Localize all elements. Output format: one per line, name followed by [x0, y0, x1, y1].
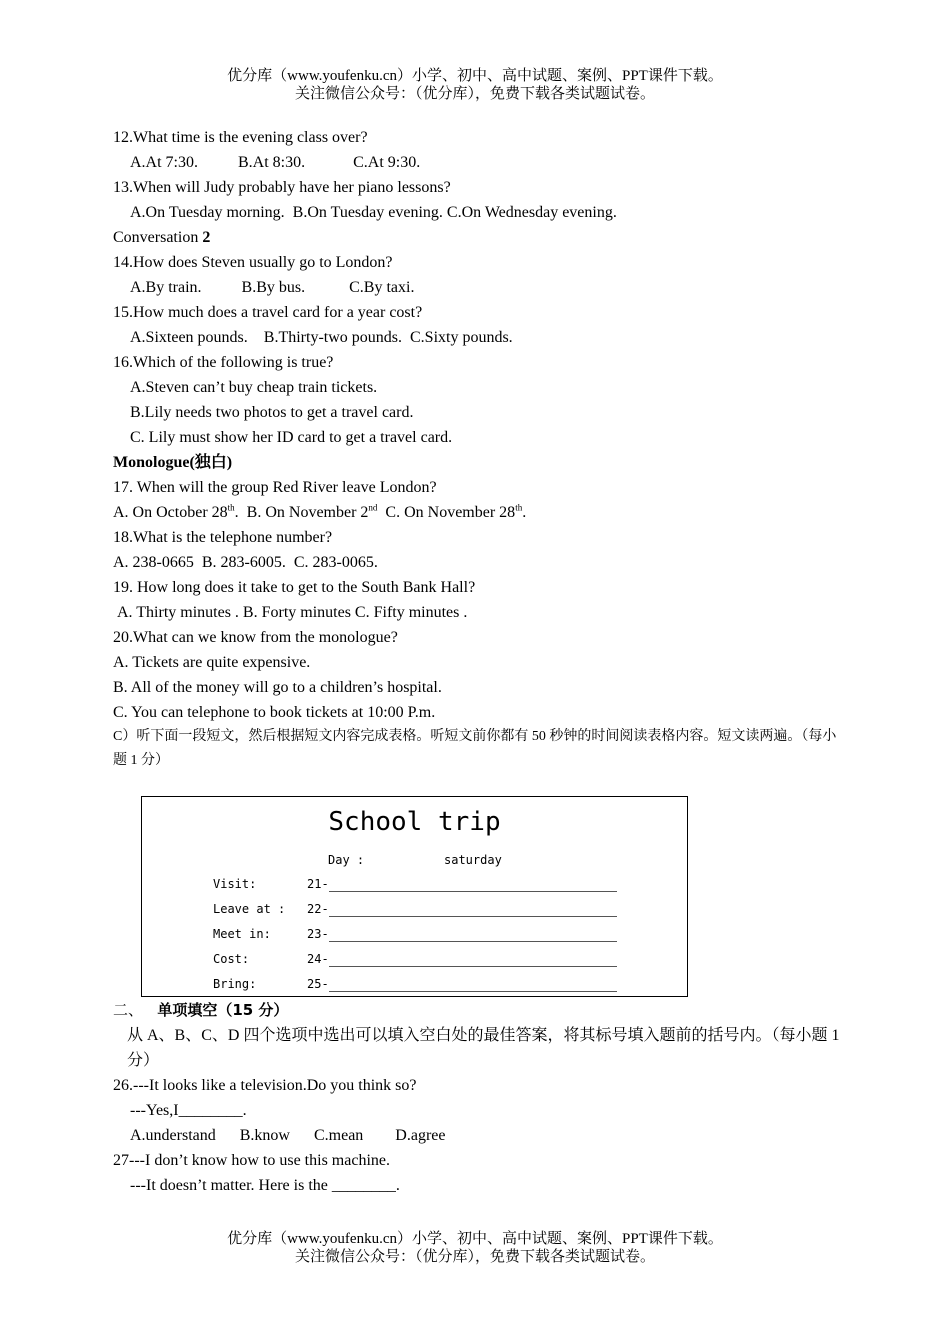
row-number: 24-	[307, 952, 329, 966]
q17-option-b-sup: nd	[368, 502, 378, 513]
section-c-instructions: C）听下面一段短文，然后根据短文内容完成表格。听短文前你都有 50 秒钟的时间阅读表格内容。短文读两遍。（每小题 1 分）	[113, 729, 837, 768]
answer-blank-25[interactable]	[329, 991, 617, 992]
day-label: Day :	[328, 853, 365, 867]
section-2-title: 单项填空（15 分）	[157, 1001, 289, 1019]
q17-option-b: . B. On November 2	[234, 504, 369, 521]
row-label: Meet in:	[213, 927, 271, 941]
row-leave-at	[213, 902, 623, 920]
row-meet-in	[213, 927, 623, 945]
row-number: 21-	[307, 877, 329, 891]
question-18-options: A. 238-0665 B. 283-6005. C. 283-0065.	[113, 554, 378, 571]
question-12: 12.What time is the evening class over?	[113, 129, 368, 146]
question-27: 27---I don’t know how to use this machine.	[113, 1152, 390, 1169]
question-17: 17. When will the group Red River leave London?	[113, 479, 437, 496]
question-27-reply: ---It doesn’t matter. Here is the ________.	[130, 1177, 400, 1194]
instructions-text: 从 A、B、C、D 四个选项中选出可以填入空白处的最佳答案，将其标号填入题前的括号内。（每小题 1 分）	[127, 1027, 840, 1069]
question-15-options: A.Sixteen pounds. B.Thirty-two pounds. C.Sixty pounds.	[130, 329, 513, 346]
question-26-reply: ---Yes,I________.	[130, 1102, 247, 1119]
footer-line-2: 关注微信公众号：（优分库），免费下载各类试题试卷。	[294, 1249, 655, 1265]
q17-option-c-sup: th	[515, 502, 523, 513]
page-footer	[0, 1230, 950, 1266]
question-12-options: A.At 7:30. B.At 8:30. C.At 9:30.	[130, 154, 421, 171]
answer-blank-22[interactable]	[329, 916, 617, 917]
section-2-instructions	[113, 1023, 843, 1073]
question-14-options: A.By train. B.By bus. C.By taxi.	[130, 279, 415, 296]
question-20: 20.What can we know from the monologue?	[113, 629, 398, 646]
q17-option-c: C. On November 28	[377, 504, 516, 521]
question-14: 14.How does Steven usually go to London?	[113, 254, 393, 271]
question-13-options: A.On Tuesday morning. B.On Tuesday evening. C.On Wednesday evening.	[130, 204, 617, 221]
question-19-options: A. Thirty minutes . B. Forty minutes C. Fifty minutes .	[117, 604, 468, 621]
monologue-heading: Monologue(独白)	[113, 454, 233, 471]
page-header	[0, 67, 950, 103]
question-19: 19. How long does it take to get to the South Bank Hall?	[113, 579, 476, 596]
row-label: Cost:	[213, 952, 250, 966]
row-cost	[213, 952, 623, 970]
row-visit	[213, 877, 623, 895]
question-26: 26.---It looks like a television.Do you think so?	[113, 1077, 417, 1094]
q17-end: .	[522, 504, 527, 521]
footer-line-1: 优分库（www.youfenku.cn）小学、初中、高中试题、案例、PPT课件下载。	[227, 1231, 723, 1247]
question-18: 18.What is the telephone number?	[113, 529, 333, 546]
row-bring	[213, 977, 623, 995]
question-16-option-b: B.Lily needs two photos to get a travel card.	[130, 404, 414, 421]
school-trip-title: School trip	[328, 807, 501, 837]
row-number: 23-	[307, 927, 329, 941]
question-16: 16.Which of the following is true?	[113, 354, 334, 371]
question-26-options: A.understand B.know C.mean D.agree	[130, 1127, 446, 1144]
questions-section	[113, 125, 843, 773]
conversation-number: 2	[202, 229, 211, 246]
row-label: Leave at :	[213, 902, 286, 916]
question-16-option-a: A.Steven can’t buy cheap train tickets.	[130, 379, 378, 396]
conversation-2-heading	[113, 225, 843, 250]
answer-blank-21[interactable]	[329, 891, 617, 892]
header-line-2: 关注微信公众号：（优分库），免费下载各类试题试卷。	[294, 86, 655, 102]
row-number: 22-	[307, 902, 329, 916]
section-2	[113, 998, 843, 1198]
question-16-option-c: C. Lily must show her ID card to get a travel card.	[130, 429, 453, 446]
question-13: 13.When will Judy probably have her piano lessons?	[113, 179, 451, 196]
header-line-1: 优分库（www.youfenku.cn）小学、初中、高中试题、案例、PPT课件下载。	[227, 68, 723, 84]
section-2-heading	[113, 998, 843, 1023]
q17-option-a: A. On October 28	[113, 504, 228, 521]
conversation-label: Conversation	[113, 229, 203, 246]
school-trip-table	[141, 796, 688, 997]
row-label: Visit:	[213, 877, 257, 891]
question-17-options	[113, 500, 843, 525]
question-15: 15.How much does a travel card for a year cost?	[113, 304, 423, 321]
section-2-number: 二、	[113, 1001, 144, 1019]
row-number: 25-	[307, 977, 329, 991]
q17-option-a-sup: th	[227, 502, 235, 513]
answer-blank-24[interactable]	[329, 966, 617, 967]
question-20-option-a: A. Tickets are quite expensive.	[113, 654, 311, 671]
day-value: saturday	[444, 853, 502, 867]
row-label: Bring:	[213, 977, 257, 991]
question-20-option-b: B. All of the money will go to a children’s hospital.	[113, 679, 442, 696]
question-20-option-c: C. You can telephone to book tickets at 10:00 P.m.	[113, 704, 436, 721]
answer-blank-23[interactable]	[329, 941, 617, 942]
